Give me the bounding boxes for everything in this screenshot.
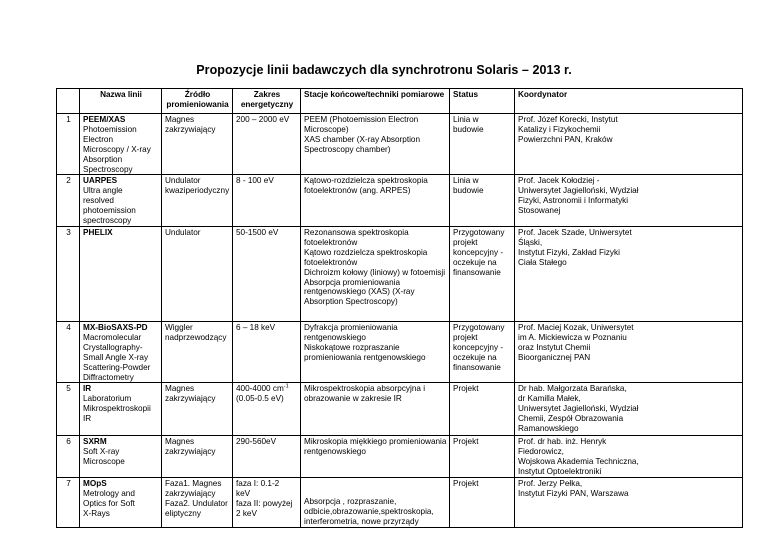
line-name-cell <box>80 436 162 478</box>
cell-text-line: photoemission <box>83 206 136 216</box>
cell-text-line: resolved <box>83 196 114 206</box>
table-row <box>57 436 743 478</box>
cell-text-line: Spectroscopy <box>83 164 133 174</box>
cell-text-line: faza II: powyżej <box>236 498 293 508</box>
cell-text-line: Projekt <box>453 384 479 394</box>
line-name-cell <box>80 383 162 436</box>
cell-text-line: Absorption <box>83 154 123 164</box>
cell-text-line: Faza2. Undulator <box>165 498 228 508</box>
status-cell <box>450 436 515 478</box>
coordinator-cell <box>515 175 743 227</box>
cell-text-line: Microscope <box>83 457 125 467</box>
header-status: Status <box>450 89 515 114</box>
energy-range-cell <box>233 321 301 382</box>
cell-text-line: Powierzchni PAN, Kraków <box>518 134 613 144</box>
energy-range-cell <box>233 114 301 175</box>
cell-text-line: oczekuje na <box>453 257 497 267</box>
cell-text-line: Prof. Jerzy Pełka, <box>518 479 583 489</box>
cell-text-line: 8 - 100 eV <box>236 176 274 186</box>
status-cell <box>450 226 515 321</box>
table-header-row <box>57 89 743 114</box>
cell-text-line: 290-560eV <box>236 437 277 447</box>
cell-text-line: Absorption Spectroscopy) <box>304 297 398 307</box>
cell-text-line: keV <box>236 488 251 498</box>
energy-range-cell <box>233 226 301 321</box>
cell-text-line: finansowanie <box>453 267 501 277</box>
line-name: PHELIX <box>83 227 113 237</box>
header-source: Źródło promieniowania <box>162 89 233 114</box>
cell-text-line: Scattering-Powder <box>83 362 151 372</box>
cell-text-line: Uniwersytet Jagielloński, Wydział <box>518 186 639 196</box>
cell-text-line: projekt <box>453 237 478 247</box>
stations-cell <box>301 321 450 382</box>
header-line-name: Nazwa linii <box>80 89 162 114</box>
cell-text-line: Undulator <box>165 176 201 186</box>
table-row <box>57 383 743 436</box>
coordinator-cell <box>515 114 743 175</box>
cell-text-line: dr Kamilla Małek, <box>518 394 581 404</box>
cell-text-line: rentgenowskiego <box>304 447 366 457</box>
table-row <box>57 114 743 175</box>
cell-text-line: promieniowania rentgenowskiego <box>304 352 426 362</box>
cell-text-line: Dyfrakcja promieniowania <box>304 322 398 332</box>
status-cell <box>450 383 515 436</box>
cell-text-line: Macromolecular <box>83 332 142 342</box>
cell-text-line: Bioorganicznej PAN <box>518 352 591 362</box>
cell-text-line: Absorpcja , rozpraszanie, <box>304 497 397 507</box>
coordinator-cell <box>515 383 743 436</box>
cell-text-line: Śląski, <box>518 237 543 247</box>
source-cell <box>162 226 233 321</box>
cell-text-line: budowie <box>453 124 484 134</box>
stations-cell <box>301 114 450 175</box>
status-cell <box>450 321 515 382</box>
cell-text-line: Undulator <box>165 227 201 237</box>
status-cell <box>450 478 515 528</box>
cell-text-line: Prof. Jacek Kołodziej - <box>518 176 600 186</box>
line-name-cell <box>80 226 162 321</box>
stations-cell <box>301 226 450 321</box>
row-number: 6 <box>57 436 80 478</box>
cell-text-line: Kątowo rozdzielcza spektroskopia <box>304 247 428 257</box>
cell-text-line: Ramanowskiego <box>518 424 579 434</box>
cell-text-line: eliptyczny <box>165 508 201 518</box>
cell-text-line: Przygotowany <box>453 322 505 332</box>
cell-text-line: XAS chamber (X-ray Absorption <box>304 134 421 144</box>
row-number: 5 <box>57 383 80 436</box>
cell-text-line: 50-1500 eV <box>236 227 279 237</box>
cell-text-line: koncepcyjny - <box>453 247 504 257</box>
cell-text-line: Microscopy / X-ray <box>83 144 151 154</box>
cell-text-line: oraz Instytut Chemii <box>518 342 591 352</box>
cell-text-line: Microscope) <box>304 124 349 134</box>
cell-text-line: Projekt <box>453 437 479 447</box>
cell-text-line: Absorpcja promieniowania <box>304 277 401 287</box>
cell-text-line: Dichroizm kołowy (liniowy) w fotoemisji <box>304 267 446 277</box>
line-name-cell <box>80 114 162 175</box>
source-cell <box>162 478 233 528</box>
energy-range-cell <box>233 478 301 528</box>
cell-text-line: Linia w <box>453 176 479 186</box>
cell-text-line: zakrzywiający <box>165 124 216 134</box>
energy-range-value: 400-4000 cm <box>236 384 284 394</box>
document-title: Propozycje linii badawczych dla synchrotronu Solaris – 2013 r. <box>196 63 572 77</box>
cell-text-line: oczekuje na <box>453 352 497 362</box>
source-cell <box>162 321 233 382</box>
cell-text-line: Photoemission <box>83 124 137 134</box>
cell-text-line: Niskokątowe rozpraszanie <box>304 342 400 352</box>
energy-range-cell <box>233 383 301 436</box>
table-row <box>57 175 743 227</box>
coordinator-cell <box>515 321 743 382</box>
cell-text-line: Faza1. Magnes <box>165 479 222 489</box>
cell-text-line: (0.05-0.5 eV) <box>236 394 284 404</box>
cell-text-line: Instytut Fizyki, Zakład Fizyki <box>518 247 620 257</box>
coordinator-cell <box>515 478 743 528</box>
cell-text-line: Mikrospektroskopii <box>83 404 151 414</box>
cell-text-line: Crystallography- <box>83 342 143 352</box>
cell-text-line: Linia w <box>453 115 479 124</box>
cell-text-line: Magnes <box>165 115 195 124</box>
header-range: Zakres energetyczny <box>233 89 301 114</box>
cell-text-line: Electron <box>83 134 114 144</box>
cell-text-line: Prof. Maciej Kozak, Uniwersytet <box>518 322 634 332</box>
line-name: MX-BioSAXS-PD <box>83 322 148 332</box>
cell-text-line: finansowanie <box>453 362 501 372</box>
cell-text-line: 6 – 18 keV <box>236 322 276 332</box>
cell-text-line: Chemii, Zespół Obrazowania <box>518 414 624 424</box>
stations-cell <box>301 436 450 478</box>
cell-text-line: Metrology and <box>83 488 135 498</box>
header-num <box>57 89 80 114</box>
row-number: 2 <box>57 175 80 227</box>
line-name: UARPES <box>83 176 118 186</box>
status-cell <box>450 175 515 227</box>
cell-text-line: projekt <box>453 332 478 342</box>
source-cell <box>162 383 233 436</box>
header-stations: Stacje końcowe/techniki pomiarowe <box>301 89 450 114</box>
stations-cell <box>301 175 450 227</box>
cell-text-line: Soft X-ray <box>83 447 120 457</box>
cell-text-line: Mikroskopia miękkiego promieniowania <box>304 437 447 447</box>
cell-text-line: X-Rays <box>83 508 110 518</box>
cell-text-line: Prof. Jacek Szade, Uniwersytet <box>518 227 632 237</box>
cell-text-line: zakrzywiający <box>165 447 216 457</box>
energy-range-exponent: -1 <box>283 383 289 390</box>
cell-text-line: Projekt <box>453 479 479 489</box>
cell-text-line: kwaziperiodyczny <box>165 186 230 196</box>
cell-text-line: spectroscopy <box>83 216 132 226</box>
cell-text-line: Stosowanej <box>518 206 561 216</box>
cell-text-line: Rezonansowa spektroskopia <box>304 227 409 237</box>
cell-text-line: Kątowo-rozdzielcza spektroskopia <box>304 176 428 186</box>
cell-text-line: 2 keV <box>236 508 257 518</box>
cell-text-line: Uniwersytet Jagielloński, Wydział <box>518 404 639 414</box>
cell-text-line: IR <box>83 414 92 424</box>
cell-text-line: obrazowanie w zakresie IR <box>304 394 402 404</box>
cell-text-line: Wiggler <box>165 322 193 332</box>
source-cell <box>162 114 233 175</box>
cell-text-line: interferometria, nowe przyrządy <box>304 516 419 526</box>
cell-text-line: Magnes <box>165 437 195 447</box>
table-row <box>57 321 743 382</box>
source-cell <box>162 436 233 478</box>
cell-text-line: fotoelektronów <box>304 237 358 247</box>
energy-range-cell <box>233 175 301 227</box>
cell-text-line: 200 – 2000 eV <box>236 115 290 124</box>
cell-text-line: fotoelektronów <box>304 257 358 267</box>
coordinator-cell <box>515 436 743 478</box>
status-cell <box>450 114 515 175</box>
line-name: SXRM <box>83 437 107 447</box>
table-row <box>57 226 743 321</box>
coordinator-cell <box>515 226 743 321</box>
cell-text-line: fotoelektronów (ang. ARPES) <box>304 186 411 196</box>
cell-text-line: Dr hab. Małgorzata Barańska, <box>518 384 627 394</box>
source-cell <box>162 175 233 227</box>
cell-text-line: Optics for Soft <box>83 498 135 508</box>
cell-text-line: zakrzywiający <box>165 394 216 404</box>
cell-text-line: Spectroscopy chamber) <box>304 144 391 154</box>
cell-text-line: Wojskowa Akademia Techniczna, <box>518 457 639 467</box>
cell-text-line: PEEM (Photoemission Electron <box>304 115 419 124</box>
cell-text-line: Ciała Stałego <box>518 257 567 267</box>
research-lines-table <box>56 88 743 528</box>
cell-text-line: rentgenowskiego <box>304 332 366 342</box>
energy-range-main <box>236 384 298 394</box>
cell-text-line: Fizyki, Astronomii i Informatyki <box>518 196 629 206</box>
row-number: 7 <box>57 478 80 528</box>
line-name-cell <box>80 478 162 528</box>
line-name: IR <box>83 384 92 394</box>
cell-text-line: nadprzewodzący <box>165 332 227 342</box>
row-number: 4 <box>57 321 80 382</box>
cell-text-line: zakrzywiający <box>165 488 216 498</box>
cell-text-line: rentgenowskiego (XAS) (X-ray <box>304 287 415 297</box>
cell-text-line: Instytut Optoelektroniki <box>518 467 602 477</box>
row-number: 3 <box>57 226 80 321</box>
cell-text-line: Katalizy i Fizykochemii <box>518 124 601 134</box>
cell-text-line: Fiedorowicz, <box>518 447 564 457</box>
cell-text-line: faza I: 0.1-2 <box>236 479 280 489</box>
table-row <box>57 478 743 528</box>
cell-text-line: budowie <box>453 186 484 196</box>
cell-text-line: Instytut Fizyki PAN, Warszawa <box>518 488 629 498</box>
cell-text-line: Prof. Józef Korecki, Instytut <box>518 115 618 124</box>
cell-text-line: Prof. dr hab. inż. Henryk <box>518 437 607 447</box>
cell-text-line: Ultra angle <box>83 186 123 196</box>
cell-text-line: Diffractometry <box>83 372 134 382</box>
stations-cell <box>301 478 450 528</box>
line-name-cell <box>80 175 162 227</box>
cell-text-line: odbicie,obrazowanie,spektroskopia, <box>304 506 434 516</box>
row-number: 1 <box>57 114 80 175</box>
cell-text-line: Small Angle X-ray <box>83 352 149 362</box>
stations-cell <box>301 383 450 436</box>
line-name-cell <box>80 321 162 382</box>
cell-text-line: im A. Mickiewicza w Poznaniu <box>518 332 627 342</box>
cell-text-line: Mikrospektroskopia absorpcyjna i <box>304 384 426 394</box>
line-name: MOpS <box>83 479 107 489</box>
energy-range-cell <box>233 436 301 478</box>
line-name: PEEM/XAS <box>83 115 126 124</box>
cell-text-line: Przygotowany <box>453 227 505 237</box>
cell-text-line: Laboratorium <box>83 394 132 404</box>
cell-text-line: Magnes <box>165 384 195 394</box>
cell-text-line: koncepcyjny - <box>453 342 504 352</box>
header-coordinator: Koordynator <box>515 89 743 114</box>
